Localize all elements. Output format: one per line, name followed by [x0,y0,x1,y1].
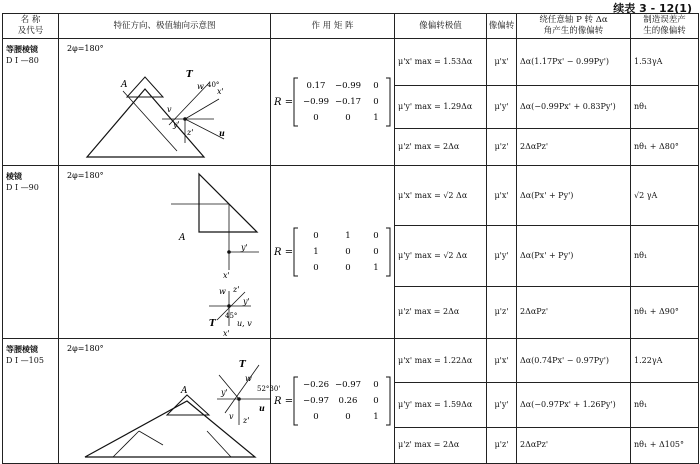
matrix-cell [271,339,395,464]
matrix-entry: 0 [372,380,379,390]
prism-name-cell [3,39,59,166]
matrix-r105 [272,371,394,431]
error-value: nθ₁ + Δ90° [631,286,699,338]
fig-angle-value: 40° [207,81,220,89]
svg-text:z': z' [233,285,240,294]
matrix-entry: 0 [372,247,379,257]
deflect-label: μ'y' [487,383,517,427]
header-figure: 特征方向、极值轴向示意图 [59,14,271,39]
deflect-label: μ'z' [487,128,517,165]
prism-code: D I —90 [6,183,39,192]
svg-text:y': y' [243,297,250,306]
matrix-entry: −0.17 [334,97,361,107]
deflect-label: μ'z' [487,427,517,463]
prism-diagram-80 [59,39,271,165]
arbitrary-value: Δα(Px' + Py') [517,166,631,226]
matrix-entry: 1 [372,412,379,422]
matrix-entry: −0.97 [302,396,329,406]
matrix-cell [271,39,395,166]
arbitrary-value: Δα(1.17Px' − 0.99Py') [517,39,631,86]
matrix-entry: 0 [312,231,319,241]
svg-text:w: w [197,82,204,91]
matrix-entry: 0 [372,81,379,91]
prism-name-cell [3,166,59,339]
svg-text:z': z' [243,416,250,425]
svg-text:z': z' [187,128,194,137]
matrix-entry: −0.97 [334,380,361,390]
deflect-label: μ'x' [487,339,517,383]
prism-name: 等腰棱镜 [6,44,38,54]
matrix-entry: 0 [344,263,351,273]
svg-text:A: A [121,80,128,90]
arbitrary-value: 2ΔαPz' [517,427,631,463]
header-name: 名 称 及代号 [3,14,59,39]
table-row [3,39,699,86]
error-value: nθ₁ + Δ80° [631,128,699,165]
svg-text:y': y' [241,243,248,252]
deflect-label: μ'y' [487,86,517,128]
svg-text:u: u [259,403,265,413]
error-value: nθ₁ + Δ105° [631,427,699,463]
matrix-entry: 0 [344,113,351,123]
svg-text:v: v [229,412,234,421]
arbitrary-value: Δα(−0.97Px' + 1.26Py') [517,383,631,427]
arbitrary-value: Δα(0.74Px' − 0.97Py') [517,339,631,383]
prism-name-cell [3,339,59,464]
matrix-entry: 1 [344,231,351,241]
svg-text:x': x' [217,87,224,96]
prism-figure [59,339,281,464]
matrix-entry: 0 [372,231,379,241]
header-row [3,14,699,39]
svg-text:T: T [186,70,193,80]
error-value: nθ₁ [631,226,699,286]
prism-figure [59,166,271,339]
error-value: nθ₁ [631,86,699,128]
arbitrary-value: Δα(−0.99Px' + 0.83Py') [517,86,631,128]
matrix-entry: −0.26 [302,380,329,390]
extreme-value: μ'x' max = √2 Δα [395,166,487,226]
matrix-r80 [272,72,394,132]
extreme-value: μ'x' max = 1.22Δα [395,339,487,383]
extreme-value: μ'z' max = 2Δα [395,128,487,165]
matrix-entry: −0.99 [334,81,361,91]
svg-text:u: u [219,128,225,138]
prism-diagram-105 [59,339,281,463]
extreme-value: μ'z' max = 2Δα [395,427,487,463]
matrix-entry: 0 [372,396,379,406]
matrix-entry: 0.17 [306,81,325,91]
table-row [3,166,699,226]
error-value: nθ₁ [631,383,699,427]
arbitrary-value: 2ΔαPz' [517,128,631,165]
svg-text:A: A [181,386,188,396]
arbitrary-value: 2ΔαPz' [517,286,631,338]
matrix-entry: 0 [312,113,319,123]
matrix-cell [271,166,395,339]
fig-angle-value: 45° [225,312,238,320]
table-caption: 续表 3 - 12(1) [613,2,692,15]
matrix-entry: 0 [372,97,379,107]
extreme-value: μ'x' max = 1.53Δα [395,39,487,86]
svg-text:x': x' [223,329,230,338]
matrix-entry: 1 [372,113,379,123]
matrix-entry: 0 [344,412,351,422]
header-extreme: 像偏转极值 [395,14,487,39]
matrix-symbol: R = [273,396,293,407]
svg-text:y': y' [173,120,180,129]
table-row [3,339,699,383]
error-value: 1.22γA [631,339,699,383]
fig-angle-value: 52°30' [257,385,281,393]
arbitrary-value: Δα(Px' + Py') [517,226,631,286]
matrix-entry: 0 [344,247,351,257]
deflect-label: μ'x' [487,166,517,226]
deflect-label: μ'x' [487,39,517,86]
header-arbitrary: 绕任意轴 P 转 Δα 角产生的像偏转 [517,14,631,39]
extreme-value: μ'z' max = 2Δα [395,286,487,338]
svg-text:w: w [245,374,252,383]
prism-code: D I —105 [6,356,44,365]
svg-text:A: A [179,233,186,243]
matrix-entry: −0.99 [302,97,329,107]
extreme-value: μ'y' max = √2 Δα [395,226,487,286]
matrix-entry: 0 [312,263,319,273]
extreme-value: μ'y' max = 1.59Δα [395,383,487,427]
header-matrix: 作 用 矩 阵 [271,14,395,39]
svg-text:u, v: u, v [237,319,252,328]
matrix-entry: 1 [312,247,319,257]
matrix-symbol: R = [273,247,293,258]
svg-text:x': x' [223,271,230,280]
prism-name: 棱镜 [6,171,22,181]
deflect-label: μ'y' [487,226,517,286]
svg-text:y': y' [221,388,228,397]
svg-text:T: T [209,319,216,329]
error-value: √2 γA [631,166,699,226]
svg-text:w: w [219,287,226,296]
prism-figure [59,39,271,166]
svg-text:T: T [239,360,246,370]
matrix-entry: 1 [372,263,379,273]
svg-text:v: v [167,105,172,114]
matrix-entry: 0 [312,412,319,422]
prism-code: D I —80 [6,56,39,65]
matrix-entry: 0.26 [338,396,357,406]
header-deflect: 像偏转 [487,14,517,39]
prism-name: 等腰棱镜 [6,344,38,354]
deflect-label: μ'z' [487,286,517,338]
fig-angle-label: 2φ=180° [67,44,104,53]
prism-diagram-90 [59,166,271,338]
fig-angle-label: 2φ=180° [67,171,104,180]
prism-table [2,13,699,464]
header-error: 制造误差产 生的像偏转 [631,14,699,39]
matrix-symbol: R = [273,97,293,108]
fig-angle-label: 2φ=180° [67,344,104,353]
matrix-r90 [272,222,394,282]
error-value: 1.53γA [631,39,699,86]
extreme-value: μ'y' max = 1.29Δα [395,86,487,128]
